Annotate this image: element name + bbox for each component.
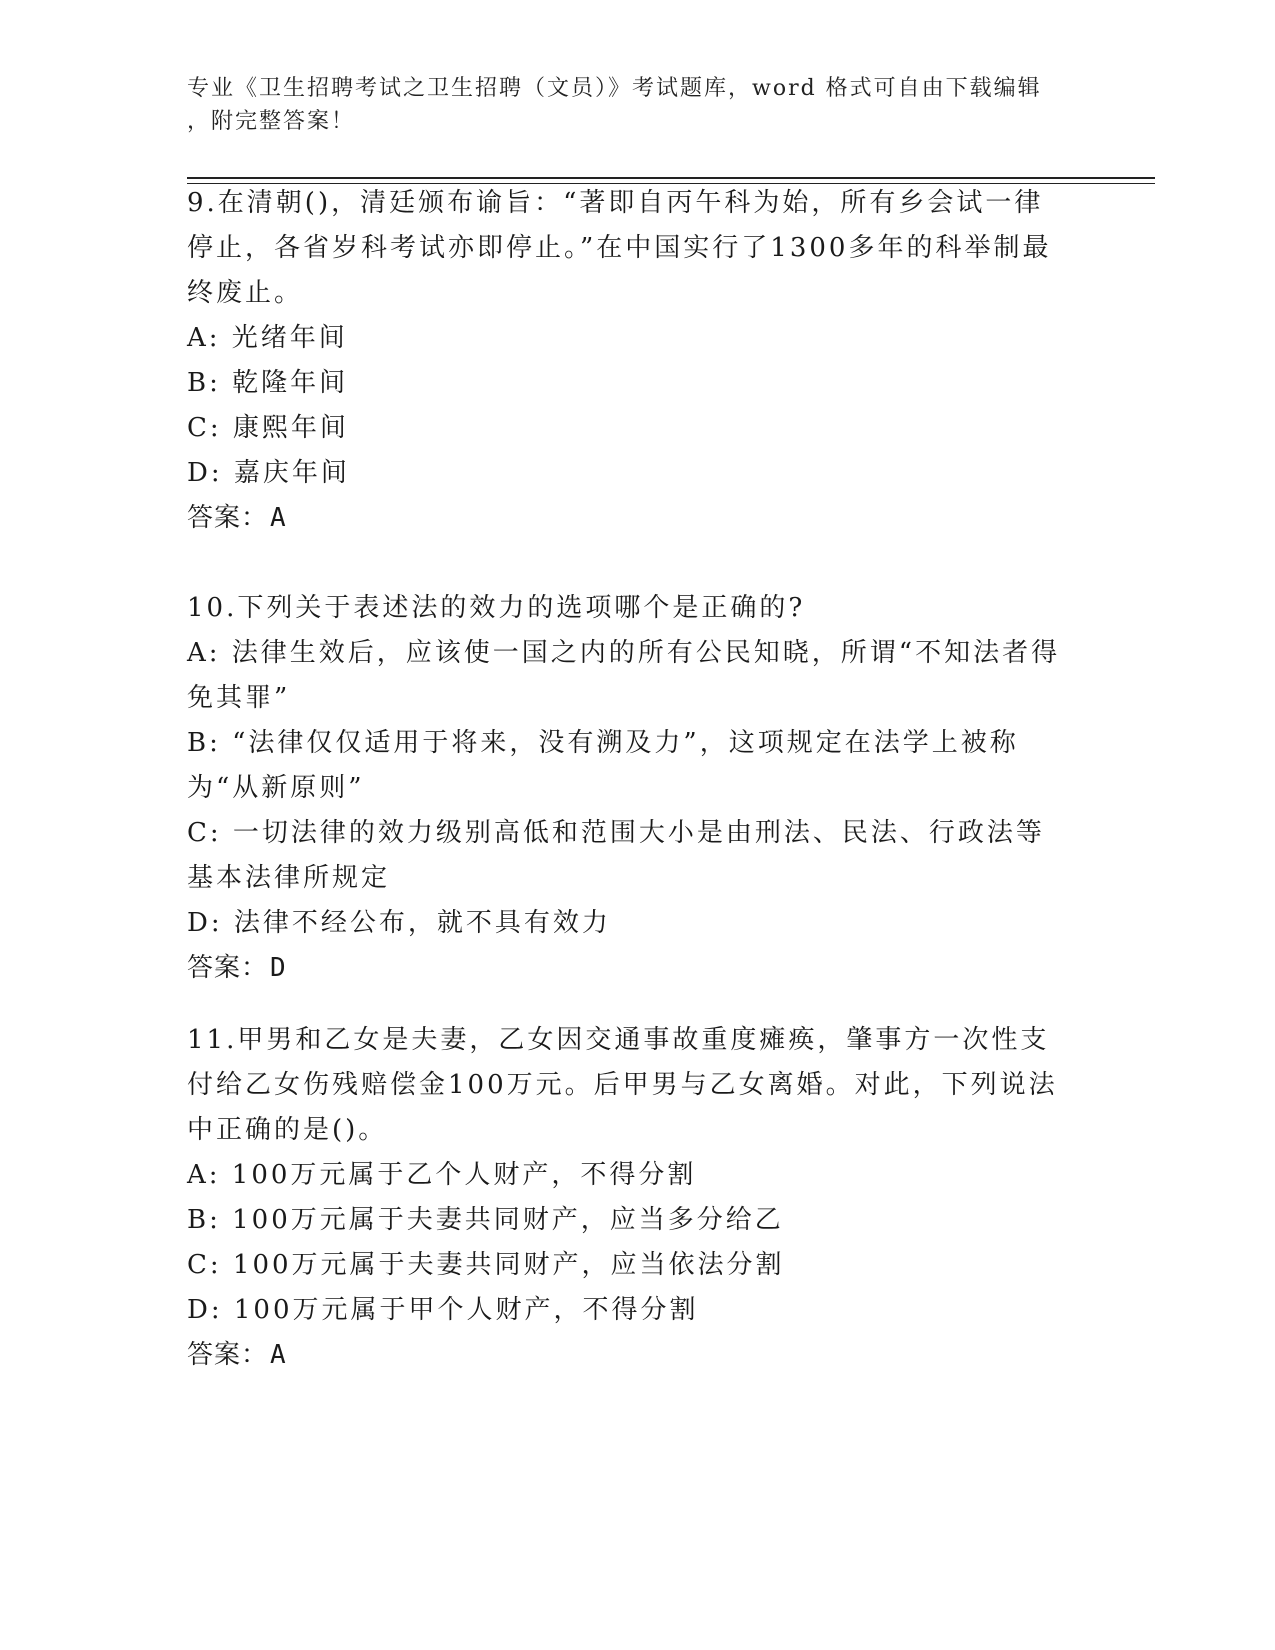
- header-divider-thick: [187, 177, 1155, 179]
- answer-value: A: [270, 503, 287, 533]
- question-11: [187, 1018, 1067, 1378]
- answer-line: [187, 1333, 1067, 1378]
- question-stem: 11.甲男和乙女是夫妻，乙女因交通事故重度瘫痪，肇事方一次性支付给乙女伤残赔偿金100万元。后甲男与乙女离婚。对此，下列说法中正确的是()。: [187, 1025, 1058, 1145]
- answer-line: [187, 496, 1067, 541]
- option-b: B: 100万元属于夫妻共同财产，应当多分给乙: [187, 1205, 784, 1235]
- answer-value: A: [270, 1340, 287, 1370]
- question-10: [187, 586, 1067, 991]
- option-c: C: 100万元属于夫妻共同财产，应当依法分割: [187, 1250, 785, 1280]
- header-line-1: 专业《卫生招聘考试之卫生招聘（文员）》考试题库，word 格式可自由下载编辑: [187, 76, 1042, 101]
- option-a: A: 光绪年间: [187, 323, 348, 353]
- option-a: A: 法律生效后，应该使一国之内的所有公民知晓，所谓“不知法者得免其罪”: [187, 638, 1061, 713]
- option-d: D: 100万元属于甲个人财产，不得分割: [187, 1295, 699, 1325]
- answer-line: [187, 946, 1067, 991]
- answer-label: 答案：: [187, 1340, 269, 1370]
- question-stem: 10.下列关于表述法的效力的选项哪个是正确的?: [187, 593, 806, 623]
- option-d: D: 法律不经公布，就不具有效力: [187, 908, 611, 938]
- answer-value: D: [270, 953, 287, 983]
- option-c: C: 康熙年间: [187, 413, 349, 443]
- question-9: [187, 181, 1067, 541]
- question-stem: 9.在清朝()，清廷颁布谕旨：“著即自丙午科为始，所有乡会试一律停止，各省岁科考试亦即停止。”在中国实行了1300多年的科举制最终废止。: [187, 188, 1052, 308]
- option-b: B: “法律仅仅适用于将来，没有溯及力”，这项规定在法学上被称为“从新原则”: [187, 728, 1019, 803]
- document-header: [187, 72, 1067, 138]
- option-a: A: 100万元属于乙个人财产，不得分割: [187, 1160, 697, 1190]
- answer-label: 答案：: [187, 503, 269, 533]
- option-d: D: 嘉庆年间: [187, 458, 350, 488]
- option-b: B: 乾隆年间: [187, 368, 349, 398]
- option-c: C: 一切法律的效力级别高低和范围大小是由刑法、民法、行政法等基本法律所规定: [187, 818, 1045, 893]
- header-line-2: ，附完整答案！: [187, 109, 356, 134]
- answer-label: 答案：: [187, 953, 269, 983]
